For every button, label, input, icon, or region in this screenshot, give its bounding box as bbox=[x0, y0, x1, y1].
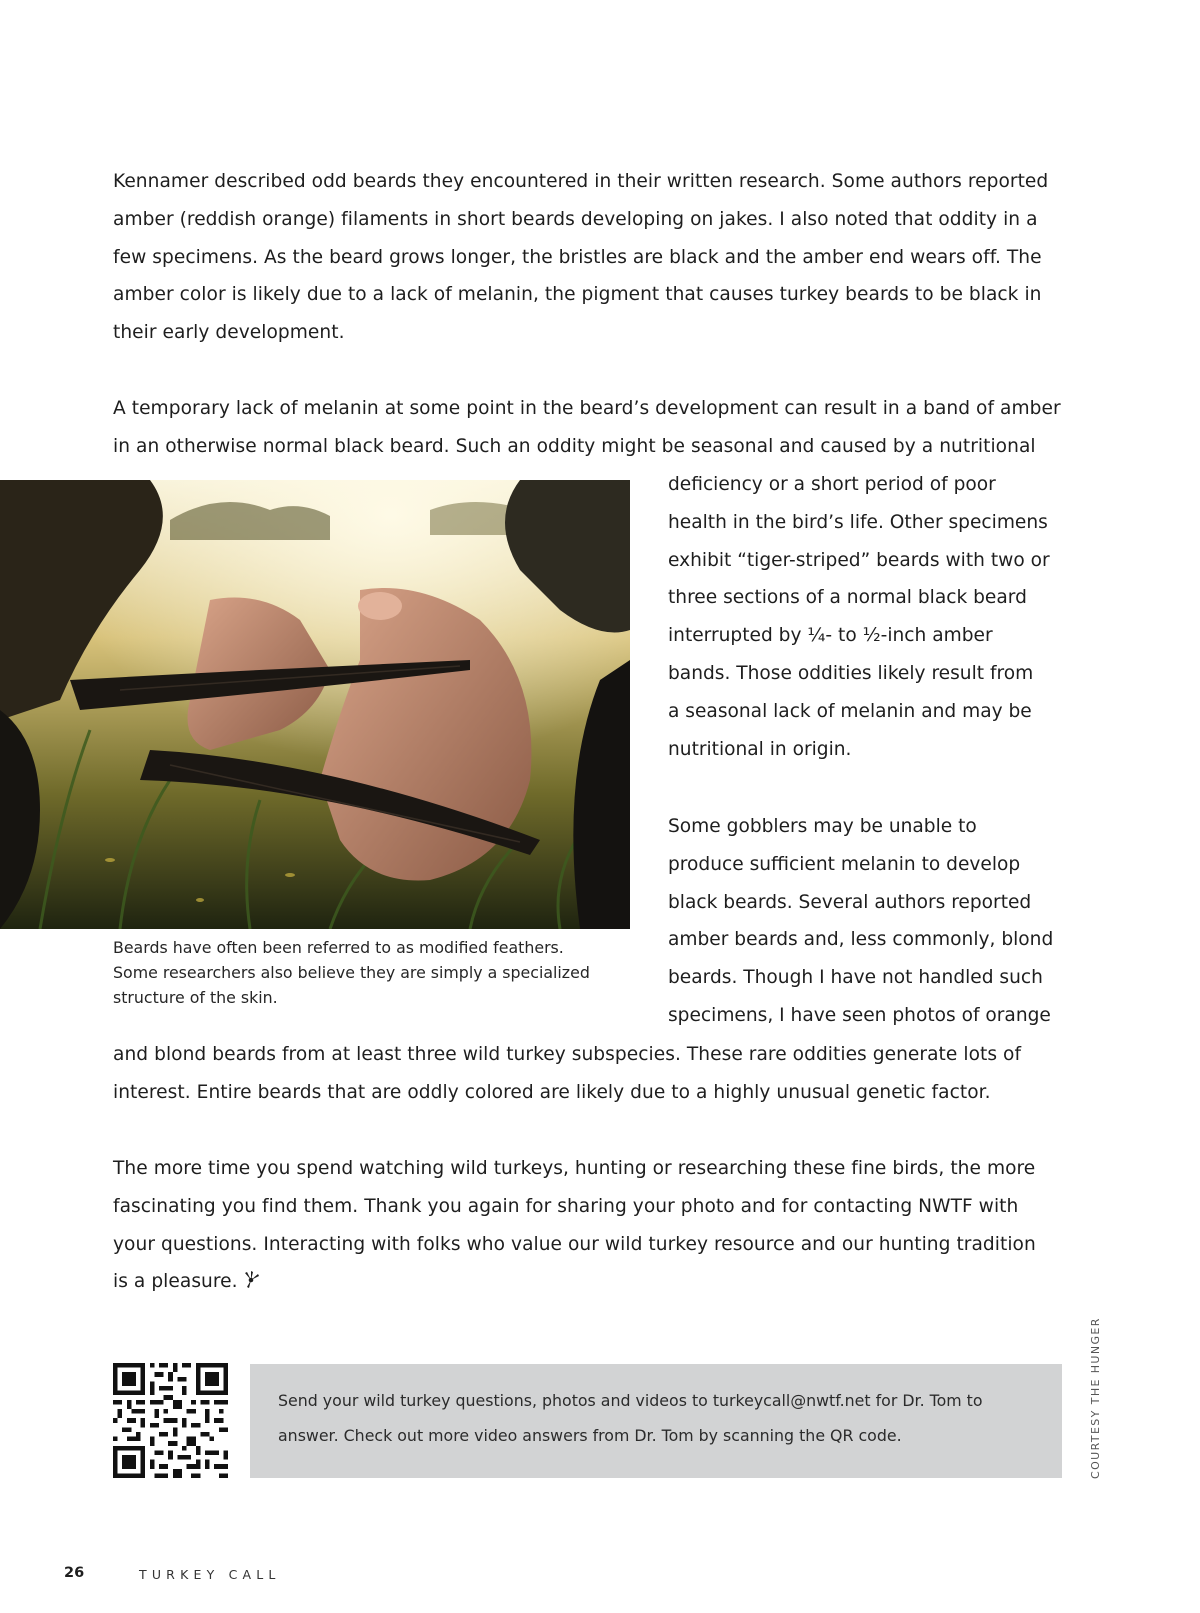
text-line: black beards. Several authors reported bbox=[668, 891, 1032, 913]
text-line-last bbox=[113, 1263, 1036, 1303]
callout-line: answer. Check out more video answers from Dr. Tom by scanning the QR code. bbox=[278, 1425, 902, 1445]
text-line: amber (reddish orange) filaments in short beards developing on jakes. I also noted that oddity in a bbox=[113, 208, 1038, 230]
text-line: interest. Entire beards that are oddly colored are likely due to a highly unusual genetic factor. bbox=[113, 1081, 991, 1103]
text-line: deficiency or a short period of poor bbox=[668, 474, 996, 495]
paragraph-closing bbox=[113, 1150, 1036, 1303]
text-line: Kennamer described odd beards they encountered in their written research. Some authors reported bbox=[113, 171, 1049, 192]
questions-callout bbox=[250, 1364, 1062, 1478]
text-line: and blond beards from at least three wild turkey subspecies. These rare oddities generate lots of bbox=[113, 1044, 1022, 1065]
text-line: specimens, I have seen photos of orange bbox=[668, 1004, 1051, 1026]
caption-line: Some researchers also believe they are simply a specialized bbox=[113, 963, 590, 982]
caption-line: Beards have often been referred to as modified feathers. bbox=[113, 938, 564, 957]
text-line: The more time you spend watching wild turkeys, hunting or researching these fine birds, the more bbox=[113, 1158, 1036, 1179]
text-line: A temporary lack of melanin at some point in the beard’s development can result in a band of amber bbox=[113, 398, 1061, 419]
page-number: 26 bbox=[64, 1565, 85, 1581]
paragraph-gobblers-bottom bbox=[113, 1036, 1021, 1112]
text-line: amber color is likely due to a lack of melanin, the pigment that causes turkey beards to be black in bbox=[113, 284, 1042, 306]
text-line: nutritional in origin. bbox=[668, 738, 852, 760]
magazine-name: TURKEY CALL bbox=[139, 1567, 281, 1582]
paragraph-melanin-column bbox=[668, 466, 1050, 768]
callout-text bbox=[278, 1384, 983, 1453]
paragraph-melanin-top bbox=[113, 390, 1061, 466]
beard-photo bbox=[0, 480, 630, 929]
paragraph-kennamer bbox=[113, 163, 1048, 352]
text-line: their early development. bbox=[113, 322, 345, 344]
text-line: Some gobblers may be unable to bbox=[668, 816, 977, 837]
text-line: amber beards and, less commonly, blond bbox=[668, 929, 1054, 951]
text-line: exhibit “tiger-striped” beards with two or bbox=[668, 549, 1050, 571]
text-line: fascinating you find them. Thank you again for sharing your photo and for contacting NWTF with bbox=[113, 1195, 1019, 1217]
text-line: produce sufficient melanin to develop bbox=[668, 853, 1021, 875]
text-line: health in the bird’s life. Other specimens bbox=[668, 511, 1048, 533]
turkey-track-icon bbox=[242, 1265, 260, 1303]
text-line: your questions. Interacting with folks who value our wild turkey resource and our hunting tradition bbox=[113, 1233, 1036, 1255]
paragraph-gobblers-column bbox=[668, 808, 1053, 1035]
text-line: in an otherwise normal black beard. Such an oddity might be seasonal and caused by a nutritional bbox=[113, 435, 1036, 457]
photo-credit: COURTESY THE HUNGER bbox=[1089, 1317, 1102, 1479]
qr-code[interactable] bbox=[113, 1363, 228, 1478]
text-line: is a pleasure. bbox=[113, 1271, 238, 1293]
caption-line: structure of the skin. bbox=[113, 988, 278, 1007]
photo-caption bbox=[113, 935, 633, 1010]
text-line: bands. Those oddities likely result from bbox=[668, 662, 1034, 684]
callout-line: Send your wild turkey questions, photos and videos to turkeycall@nwtf.net for Dr. Tom to bbox=[278, 1391, 983, 1410]
text-line: few specimens. As the beard grows longer, the bristles are black and the amber end wears off. The bbox=[113, 246, 1042, 268]
text-line: beards. Though I have not handled such bbox=[668, 967, 1043, 989]
text-line: a seasonal lack of melanin and may be bbox=[668, 700, 1032, 722]
text-line: three sections of a normal black beard bbox=[668, 587, 1027, 609]
text-line: interrupted by ¼- to ½-inch amber bbox=[668, 625, 993, 647]
